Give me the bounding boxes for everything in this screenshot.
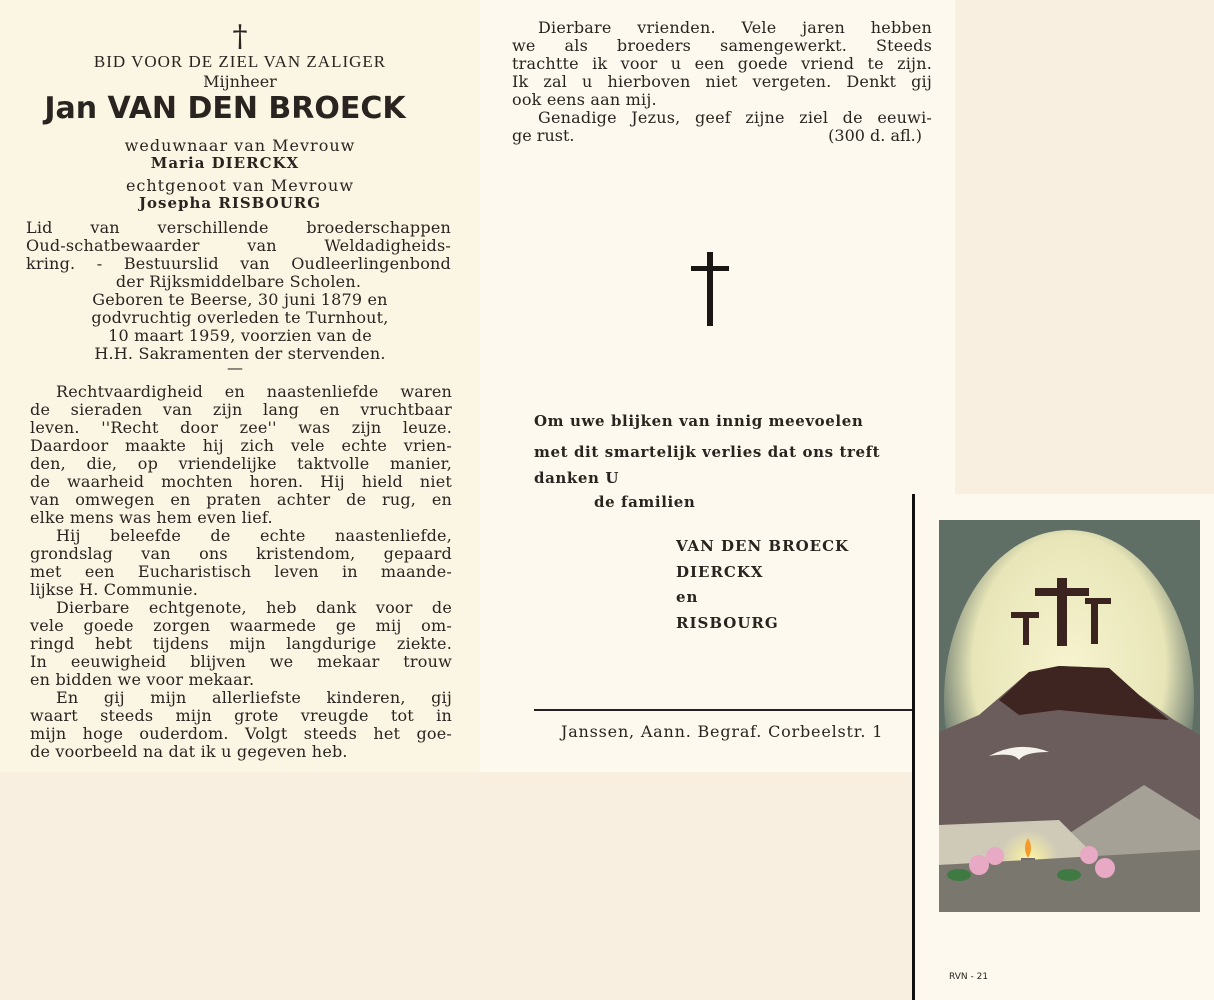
text-line: de waarheid mochten horen. Hij hield niet <box>30 472 452 491</box>
text-line: Geboren te Beerse, 30 juni 1879 en <box>92 290 388 309</box>
indulgence: (300 d. afl.) <box>828 126 922 145</box>
text-line: met een Eucharistisch leven in maande- <box>30 562 452 581</box>
text-line: ook eens aan mij. <box>512 90 657 109</box>
text-line: Rechtvaardigheid en naastenliefde waren <box>56 382 452 401</box>
text-line: Lid van verschillende broederschappen <box>26 218 451 237</box>
text-line: En gij mijn allerliefste kinderen, gij <box>56 688 452 707</box>
deceased-name: Jan VAN DEN BROECK <box>44 91 406 126</box>
last-line: ge rust. <box>512 126 575 145</box>
text-line: der Rijksmiddelbare Scholen. <box>115 272 362 291</box>
family-name: en <box>676 588 699 606</box>
text-line: Dierbare vrienden. Vele jaren hebben <box>538 18 932 37</box>
text-line: lijkse H. Communie. <box>30 580 199 599</box>
text-line: 10 maart 1959, voorzien van de <box>108 326 372 345</box>
divider: — <box>227 358 243 377</box>
first-wife: Maria DIERCKX <box>150 154 300 172</box>
thanks-text <box>534 406 880 489</box>
text-line: den, die, op vriendelijke taktvolle manier, <box>30 454 452 473</box>
text-line: leven. ''Recht door zee'' was zijn leuze. <box>30 418 452 437</box>
text-line: kring. - Bestuurslid van Oudleerlingenbond <box>26 254 451 273</box>
text-line: Dierbare echtgenote, heb dank voor de <box>56 598 452 617</box>
text-line: trachtte ik voor u een goede vriend te zijn. <box>512 54 932 73</box>
family-name: DIERCKX <box>676 562 764 581</box>
calvary-illustration <box>939 520 1200 912</box>
text-line: we als broeders samengewerkt. Steeds <box>512 36 932 55</box>
biography-text <box>30 383 452 761</box>
text-line: de voorbeeld na dat ik u gegeven heb. <box>30 742 348 761</box>
text-line: grondslag van ons kristendom, gepaard <box>30 544 452 563</box>
text-line: elke mens was hem even lief. <box>30 508 273 527</box>
text-line: godvruchtig overleden te Turnhout, <box>91 308 389 327</box>
divider-line <box>534 709 914 711</box>
families-label: de familien <box>594 493 696 511</box>
text-line: ringd hebt tijdens mijn langdurige ziekte. <box>30 634 452 653</box>
right-page <box>480 0 955 772</box>
spouse-line: echtgenoot van Mevrouw <box>125 176 355 195</box>
card-code: RVN - 21 <box>949 972 989 982</box>
header: BID VOOR DE ZIEL VAN ZALIGER <box>93 52 387 71</box>
text-line: en bidden we voor mekaar. <box>30 670 255 689</box>
thanks-line: met dit smartelijk verlies dat ons treft <box>534 443 881 461</box>
text-line: waart steeds mijn grote vreugde tot in <box>30 706 452 725</box>
dates-text <box>50 291 430 363</box>
widower-line: weduwnaar van Mevrouw <box>124 136 356 155</box>
text-line: H.H. Sakramenten der stervenden. <box>94 344 386 363</box>
thanks-line: danken U <box>534 469 620 487</box>
left-page <box>0 0 480 772</box>
families-list <box>676 534 849 636</box>
thanks-line: Om uwe blijken van innig meevoelen <box>534 412 864 430</box>
family-name: RISBOURG <box>676 613 779 632</box>
membership-text <box>26 219 451 291</box>
holy-card <box>912 494 1214 1000</box>
second-wife: Josepha RISBOURG <box>138 194 322 212</box>
text-line: mijn hoge ouderdom. Volgt steeds het goe- <box>30 724 452 743</box>
printer-credit: Janssen, Aann. Begraf. Corbeelstr. 1 <box>561 722 884 741</box>
cross-icon <box>690 250 730 328</box>
farewell-last-line <box>512 127 922 145</box>
cross-icon: † <box>232 19 248 54</box>
text-line: In eeuwigheid blijven we mekaar trouw <box>30 652 452 671</box>
text-line: Ik zal u hierboven niet vergeten. Denkt gij <box>512 72 932 91</box>
family-name: VAN DEN BROECK <box>676 537 850 555</box>
text-line: Oud-schatbewaarder van Weldadigheids- <box>26 236 451 255</box>
text-line: Daardoor maakte hij zich vele echte vrien- <box>30 436 452 455</box>
text-line: Hij beleefde de echte naastenliefde, <box>56 526 452 545</box>
text-line: vele goede zorgen waarmede ge mij om- <box>30 616 452 635</box>
text-line: Genadige Jezus, geef zijne ziel de eeuwi- <box>538 108 932 127</box>
text-line: van omwegen en praten achter de rug, en <box>30 490 452 509</box>
text-line: de sieraden van zijn lang en vruchtbaar <box>30 400 452 419</box>
farewell-text <box>512 19 932 127</box>
title-prefix: Mijnheer <box>203 72 277 91</box>
